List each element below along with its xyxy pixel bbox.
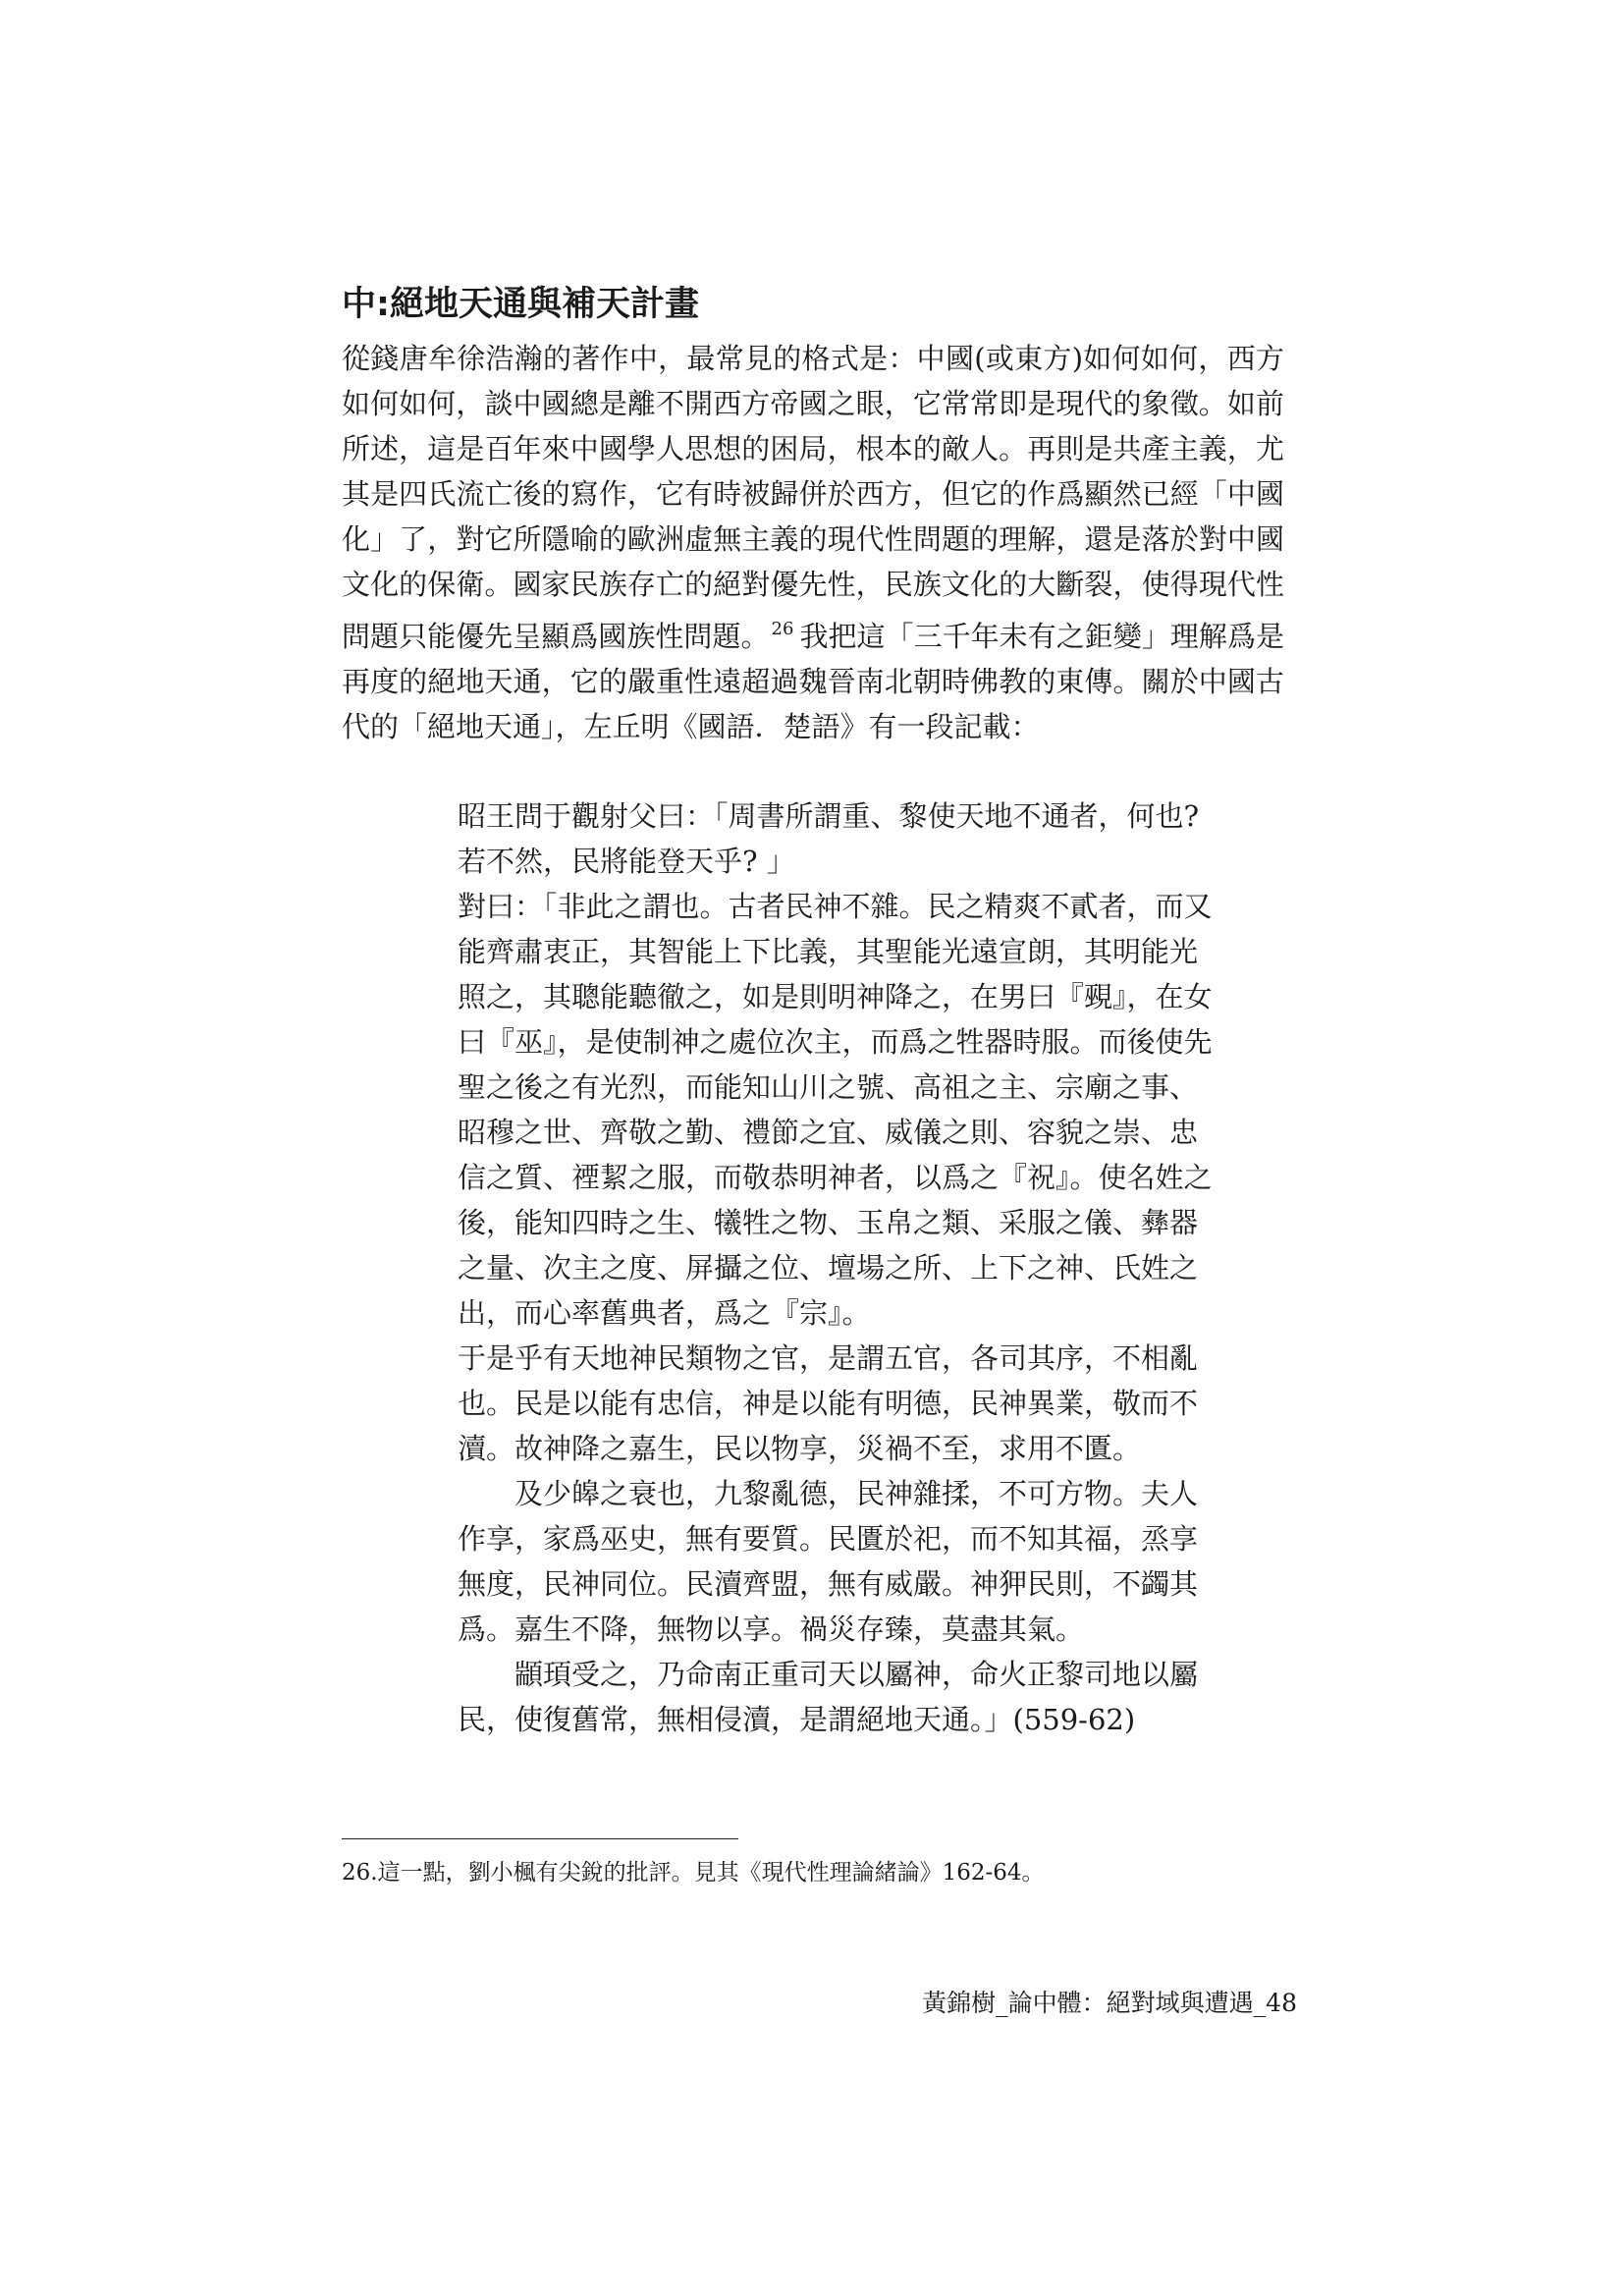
footnote-divider xyxy=(342,1838,738,1839)
body-text-before-note: 從錢唐牟徐浩瀚的著作中，最常見的格式是：中國(或東方)如何如何，西方如何如何，談中國總是離不開西方帝國之眼，它常常即是現代的象徵。如前所述，這是百年來中國學人思想的困局，根本的敵人。再則是共產主義，尤其是四氏流亡後的寫作，它有時被歸併於西方，但它的作爲顯然已經「中國化」了，對它所隱喻的歐洲虛無主義的現代性問題的理解，還是落於對中國文化的保衛。國家民族存亡的絕對優先性，民族文化的大斷裂，使得現代性問題只能優先呈顯爲國族性問題。 xyxy=(342,342,1284,653)
footnote-text: 26.這一點，劉小楓有尖銳的批評。見其《現代性理論緒論》162-64。 xyxy=(342,1860,1045,1886)
quote-paragraph-1: 昭王問于觀射父曰：「周書所謂重、黎使天地不通者，何也?若不然，民將能登天乎? 」 xyxy=(458,799,1200,878)
body-text-after-note: 我把這「三千年未有之鉅變」理解爲是再度的絕地天通，它的嚴重性遠超過魏晉南北朝時佛教的東傳。關於中國古代的「絕地天通」，左丘明《國語．楚語》有一段記載： xyxy=(342,620,1284,743)
block-quote xyxy=(458,793,1223,1742)
quote-paragraph-5: 顓頊受之，乃命南正重司天以屬神，命火正黎司地以屬民，使復舊常，無相侵瀆，是謂絕地天通。」(559-62) xyxy=(458,1658,1199,1736)
section-heading: 中:絕地天通與補天計畫 xyxy=(342,285,699,324)
body-paragraph xyxy=(342,336,1284,749)
quote-paragraph-2: 對曰：「非此之謂也。古者民神不雜。民之精爽不貳者，而又能齊肅衷正，其智能上下比義，其聖能光遠宣朗，其明能光照之，其聰能聽徹之，如是則明神降之，在男曰『覡』，在女曰『巫』，是使制神之處位次主，而爲之牲器時服。而後使先聖之後之有光烈，而能知山川之號、高祖之主、宗廟之事、昭穆之世、齊敬之勤、禮節之宜、威儀之則、容貌之崇、忠信之質、禋絜之服，而敬恭明神者，以爲之『祝』。使名姓之後，能知四時之生、犧牲之物、玉帛之類、采服之儀、彝器之量、次主之度、屏攝之位、壇場之所、上下之神、氏姓之出，而心率舊典者，爲之『宗』。 xyxy=(458,890,1213,1330)
quote-paragraph-4: 及少皞之衰也，九黎亂德，民神雜揉，不可方物。夫人作享，家爲巫史，無有要質。民匱於祀，而不知其福，烝享無度，民神同位。民瀆齊盟，無有威嚴。神狎民則，不蠲其爲。嘉生不降，無物以享。禍災存臻，莫盡其氣。 xyxy=(458,1477,1199,1646)
quote-paragraph-3: 于是乎有天地神民類物之官，是謂五官，各司其序，不相亂也。民是以能有忠信，神是以能有明德，民神異業，敬而不瀆。故神降之嘉生，民以物享，災禍不至，求用不匱。 xyxy=(458,1341,1199,1465)
footnote-marker[interactable]: 26 xyxy=(771,619,794,639)
running-footer: 黃錦樹_論中體：絕對域與遭遇_48 xyxy=(922,1989,1297,2017)
